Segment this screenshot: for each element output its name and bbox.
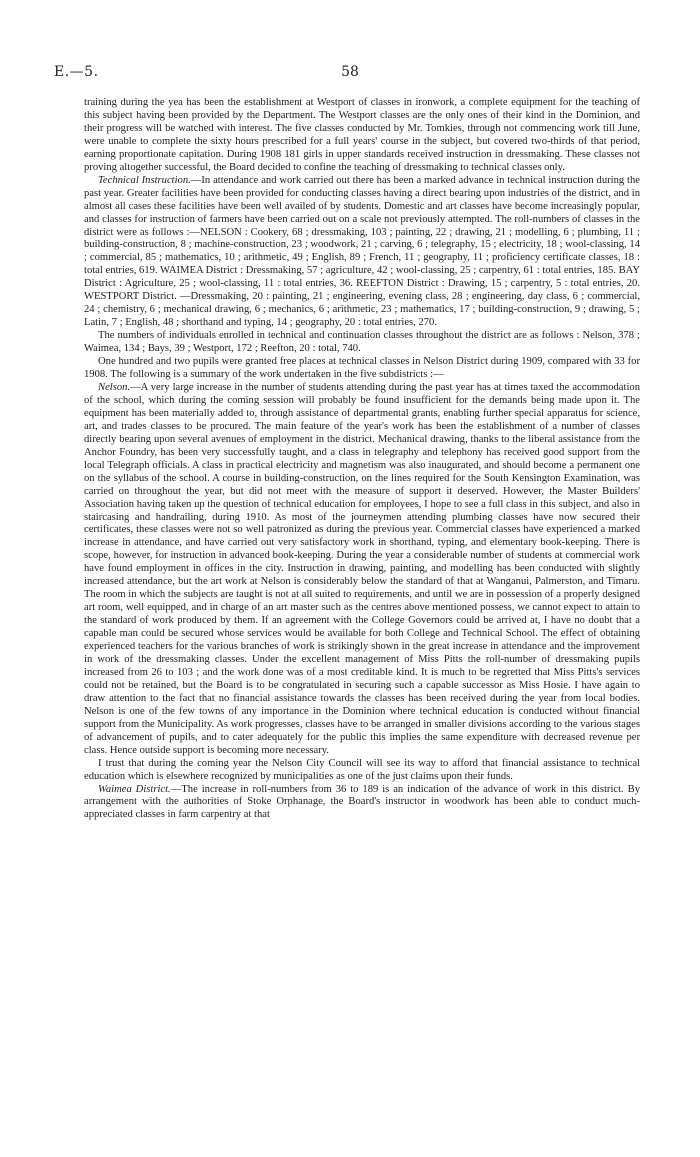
section-heading: Technical Instruction. bbox=[98, 174, 191, 186]
paragraph-text: training during the yea has been the establishment at Westport of classes in ironwork, a complete equipment for the teaching of this subject having been provided by the Department. The Westport classes are the only ones of their kind in the Dominion, and their progress will be watched with interest. The five classes conducted by Mr. Tomkies, through not commencing work till June, were unable to complete the sixty hours prescribed for a full years' course in the subject, but covered two-thirds of that period, earning proportionate capitation. During 1908 181 girls in upper standards received instruction in dressmaking. These classes not proving altogether successful, the Board decided to confine the teaching of dressmaking to technical classes only. bbox=[84, 97, 640, 173]
body-text bbox=[84, 97, 640, 822]
paragraph bbox=[84, 330, 640, 356]
paragraph-text: One hundred and two pupils were granted free places at technical classes in Nelson District during 1909, compared with 33 for 1908. The following is a summary of the work undertaken in the five subdistricts :— bbox=[84, 356, 640, 381]
page-number: 58 bbox=[341, 64, 359, 80]
paragraph bbox=[84, 175, 640, 330]
report-code: E.—5. bbox=[54, 64, 99, 80]
paragraph-text: —In attendance and work carried out there has been a marked advance in technical instruction during the past year. Greater facilities have been provided for conducting classes having a direct bearing upon industries of the district, and in almost all cases these facilities have been well availed of by students. Domestic and art classes have become increasingly popular, and classes for instruction of farmers have been carried out on a scale not previously attempted. The roll-numbers of classes in the district were as follows :—NELSON : Cookery, 68 ; dressmaking, 103 ; painting, 22 ; drawing, 21 ; modelling, 6 ; plumbing, 11 ; building-construction, 8 ; machine-construction, 23 ; woodwork, 21 ; carving, 6 ; telegraphy, 15 ; electricity, 18 ; wool-classing, 14 ; commercial, 85 ; mathematics, 10 ; arithmetic, 49 ; English, 89 ; French, 11 ; geography, 11 ; proficiency certificate classes, 18 : total entries, 619. WAIMEA District : Dressmaking, 57 ; agriculture, 42 ; wool-classing, 25 ; carpentry, 61 : total entries, 185. BAY District : Agriculture, 25 ; wool-classing, 11 : total entries, 36. REEFTON District : Drawing, 15 ; carpentry, 5 : total entries, 20. WESTPORT District. —Dressmaking, 20 : painting, 21 ; engineering, evening class, 28 ; engineering, day class, 6 ; commercial, 24 ; chemistry, 6 ; mechanical drawing, 6 ; mechanics, 6 ; arithmetic, 23 ; mathematics, 17 ; building-construction, 9 ; drawing, 5 ; Latin, 7 ; English, 48 ; shorthand and typing, 14 ; geography, 20 : total entries, 270. bbox=[84, 174, 640, 329]
paragraph-text: The numbers of individuals enrolled in technical and continuation classes throughout the district are as follows : Nelson, 378 ; Waimea, 134 ; Bays, 39 ; Westport, 172 ; Reefton, 20 : total, 740. bbox=[84, 330, 640, 355]
section-heading: Nelson. bbox=[98, 381, 131, 393]
paragraph-text: I trust that during the coming year the Nelson City Council will see its way to afford that financial assistance to technical education which is elsewhere recognized by municipalities as one of the just claims upon their funds. bbox=[84, 757, 640, 782]
paragraph bbox=[84, 758, 640, 784]
paragraph bbox=[84, 97, 640, 175]
paragraph-text: —A very large increase in the number of students attending during the past year has at times taxed the accommodation of the school, which during the coming session will probably be found insufficient for the demands being made upon it. The equipment has been materially added to, through assistance of departmental grants, enabling further special apparatus for science, art, and trades classes to be procured. The main feature of the year's work has been the establishment of a number of classes directly bearing upon several avenues of employment in the district. Mechanical drawing, thanks to the liberal assistance from the Anchor Foundry, has been very successfully taught, and a class in telegraphy and telephony has received good support from the local Telegraph officials. A class in practical electricity and magnetism was also inaugurated, and should become a permanent one on the syllabus of the school. A course in building-construction, on the lines required for the South Kensington Examination, was carried on throughout the year, but did not meet with the measure of support it deserved. However, the Master Builders' Association having taken up the question of technical education for employees, I hope to see a full class in this subject, and also in staircasing and handrailing, during 1910. As most of the journeymen attending plumbing classes have now secured their certificates, these classes were not so well patronized as during the previous year. Commercial classes have experienced a marked increase in attendance, and have carried out very satisfactory work in shorthand, typing, and elementary book-keeping. There is scope, however, for instruction in advanced book-keeping. During the year a considerable number of students at commercial work have found employment in offices in the city. Instruction in drawing, painting, and modelling has been conducted with slightly increased attendance, but the art work at Nelson is considerably below the standard of that at Wanganui, Palmerston, and Timaru. The room in which the subjects are taught is not at all suited to requirements, and until we are in possession of a properly designed art room, well equipped, and in charge of an art master such as the centres above mentioned possess, we cannot expect to attain to the standard of work produced by them. If an agreement with the College Governors could be arrived at, I have no doubt that a capable man could be secured whose services would be available for both College and Technical School. The effect of obtaining experienced teachers for the various branches of work is strikingly shown in the great increase in attendance and the improvement in work of the dressmaking classes. Under the excellent management of Miss Pitts the roll-number of dressmaking pupils increased from 26 to 103 ; and the work done was of a most creditable kind. It is much to be regretted that Miss Pitts's services could not be retained, but the Board is to be congratulated in securing such a capable successor as Miss Hosie. I have again to draw attention to the fact that no financial assistance towards the classes has been received during the year from local bodies. Nelson is one of the few towns of any importance in the Dominion where technical education is conducted without financial support from the Municipality. As work progresses, classes have to be arranged in smaller divisions according to the various stages of advancement of pupils, and to cater adequately for the public this implies the same expenditure with decreased revenue per class. Hence outside support is becoming more necessary. bbox=[84, 381, 640, 756]
paragraph bbox=[84, 784, 640, 823]
paragraph-text: —The increase in roll-numbers from 36 to 189 is an indication of the advance of work in this district. By arrangement with the authorities of Stoke Orphanage, the Board's instructor in woodwork has been able to conduct much-appreciated classes in farm carpentry at that bbox=[84, 783, 640, 821]
paragraph bbox=[84, 356, 640, 382]
paragraph bbox=[84, 382, 640, 758]
section-heading: Waimea District. bbox=[98, 783, 171, 795]
